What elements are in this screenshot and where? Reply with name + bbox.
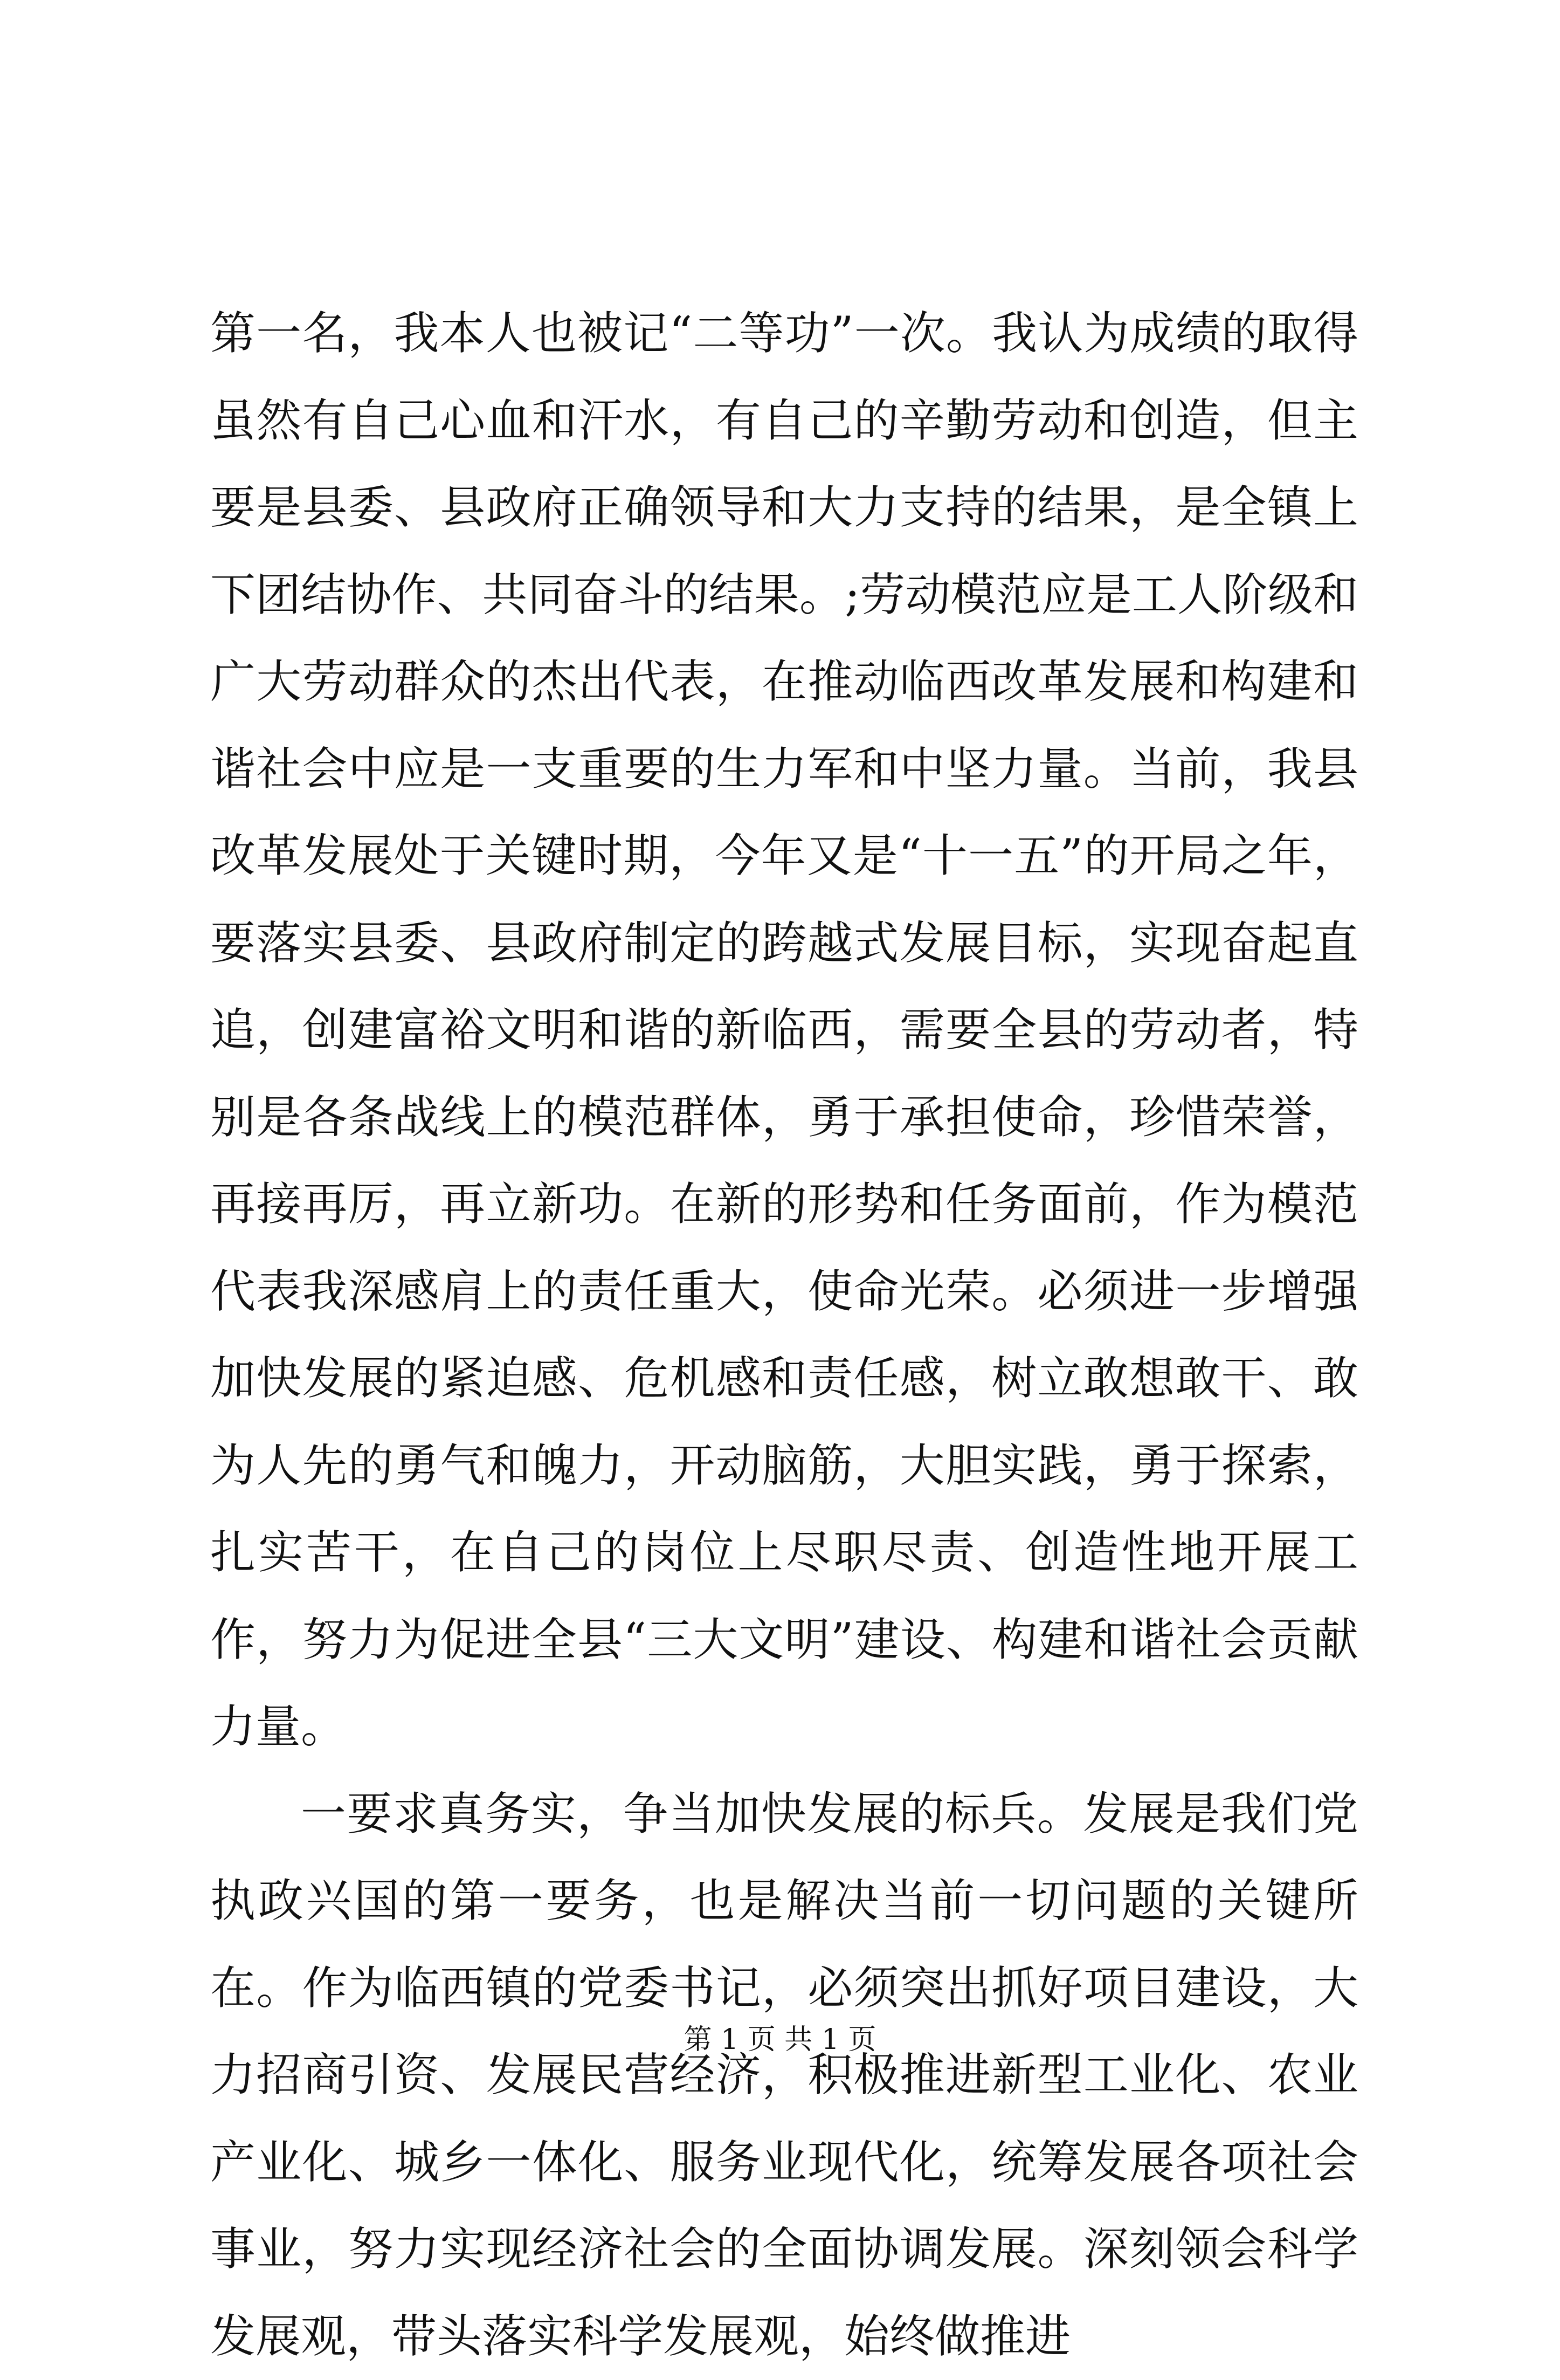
paragraph-2: 一要求真务实，争当加快发展的标兵。发展是我们党执政兴国的第一要务，也是解决当前一切问题的关键所在。作为临西镇的党委书记，必须突出抓好项目建设，大力招商引资、发展民营经济，积极推进新型工业化、农业产业化、城乡一体化、服务业现代化，统筹发展各项社会事业，努力实现经济社会的全面协调发展。深刻领会科学发展观，带头落实科学发展观，始终做推进: [210, 1771, 1358, 2380]
page-footer: 第 1 页 共 1 页: [0, 2017, 1560, 2057]
document-body: [210, 290, 1358, 2380]
paragraph-1: 第一名，我本人也被记“二等功”一次。我认为成绩的取得虽然有自己心血和汗水，有自己的辛勤劳动和创造，但主要是县委、县政府正确领导和大力支持的结果，是全镇上下团结协作、共同奋斗的结果。;劳动模范应是工人阶级和广大劳动群众的杰出代表，在推动临西改革发展和构建和谐社会中应是一支重要的生力军和中坚力量。当前，我县改革发展处于关键时期，今年又是“十一五”的开局之年，要落实县委、县政府制定的跨越式发展目标，实现奋起直追，创建富裕文明和谐的新临西，需要全县的劳动者，特别是各条战线上的模范群体，勇于承担使命，珍惜荣誉，再接再厉，再立新功。在新的形势和任务面前，作为模范代表我深感肩上的责任重大，使命光荣。必须进一步增强加快发展的紧迫感、危机感和责任感，树立敢想敢干、敢为人先的勇气和魄力，开动脑筋，大胆实践，勇于探索，扎实苦干，在自己的岗位上尽职尽责、创造性地开展工作，努力为促进全县“三大文明”建设、构建和谐社会贡献力量。: [210, 290, 1358, 1771]
